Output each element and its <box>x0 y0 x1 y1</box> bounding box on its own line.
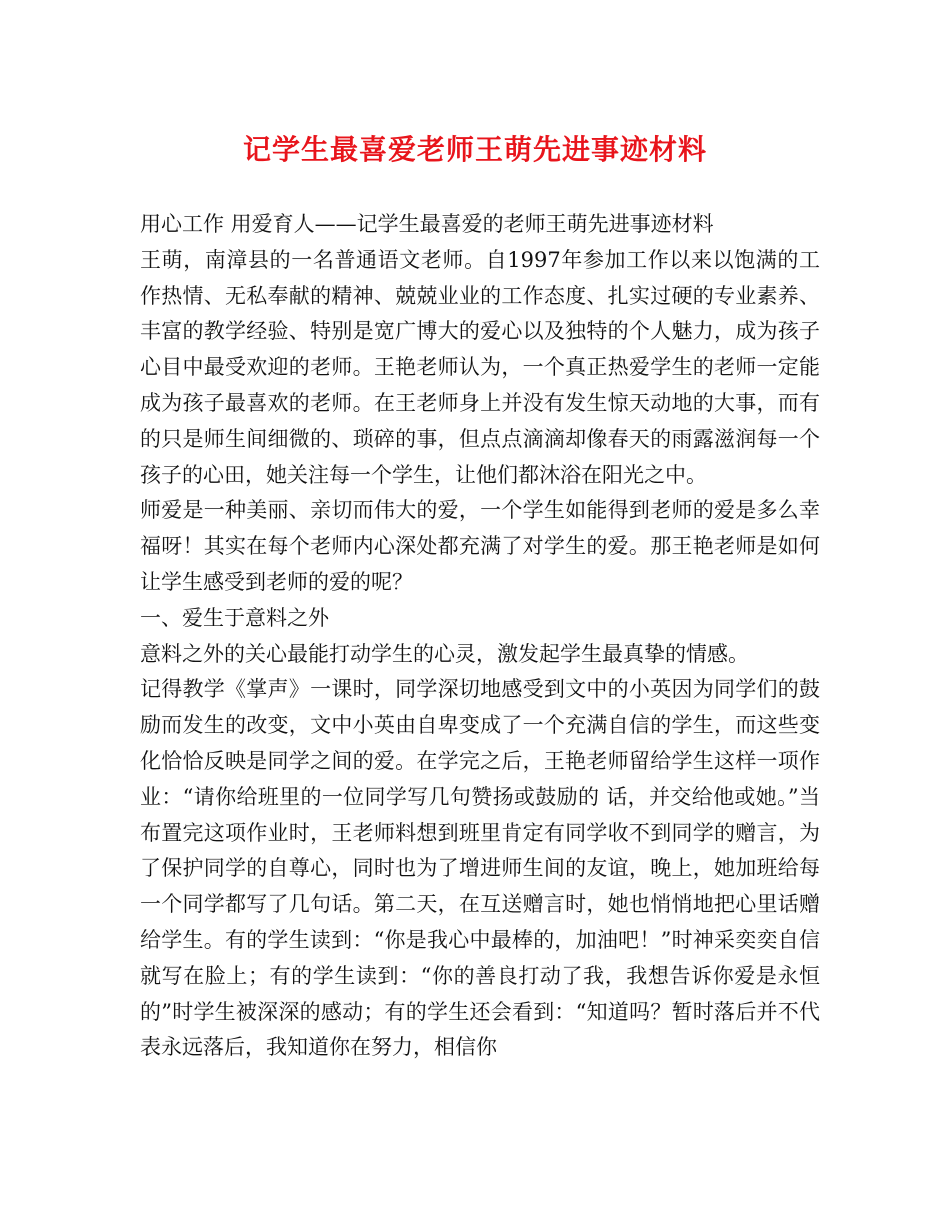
document-title: 记学生最喜爱老师王萌先进事迹材料 <box>242 133 707 166</box>
section-heading: 一、爱生于意料之外 <box>140 605 329 630</box>
subtitle-paragraph: 用心工作 用爱育人——记学生最喜爱的老师王萌先进事迹材料 <box>140 212 714 236</box>
teacher-love-paragraph: 师爱是一种美丽、亲切而伟大的爱，一个学生如能得到老师的爱是多么幸福呀！其实在每个老师内心深处都充满了对学生的爱。那王艳老师是如何让学生感受到老师的爱的呢？ <box>140 498 820 594</box>
section-lead-paragraph: 意料之外的关心最能打动学生的心灵，激发起学生最真挚的情感。 <box>140 641 749 666</box>
intro-paragraph: 王萌，南漳县的一名普通语文老师。自1997年参加工作以来以饱满的工作热情、无私奉献的精神、兢兢业业的工作态度、扎实过硬的专业素养、丰富的教学经验、特别是宽广博大的爱心以及独特的个人魅力，成为孩子心目中最受欢迎的老师。王艳老师认为，一个真正热爱学生的老师一定能成为孩子最喜欢的老师。在王老师身上并没有发生惊天动地的大事，而有的只是师生间细微的、琐碎的事，但点点滴滴却像春天的雨露滋润每一个孩子的心田，她关注每一个学生，让他们都沐浴在阳光之中。 <box>140 247 820 487</box>
story-paragraph: 记得教学《掌声》一课时，同学深切地感受到文中的小英因为同学们的鼓励而发生的改变，文中小英由自卑变成了一个充满自信的学生，而这些变化恰恰反映是同学之间的爱。在学完之后，王艳老师留给学生这样一项作业：“请你给班里的一位同学写几句赞扬或鼓励的 话，并交给他或她。”当布置完这项作业时，王老师料想到班里肯定有同学收不到同学的赠言，为了保护同学的自尊心，同时也为了增进师生间的友谊，晚上，她加班给每一个同学都写了几句话。第二天，在互送赠言时，她也悄悄地把心里话赠给学生。有的学生读到：“你是我心中最棒的，加油吧！”时神采奕奕自信就写在脸上；有的学生读到：“你的善良打动了我，我想告诉你爱是永恒的”时学生被深深的感动；有的学生还会看到：“知道吗？暂时落后并不代表永远落后，我知道你在努力，相信你 <box>140 677 820 1060</box>
document-body <box>140 207 820 1066</box>
